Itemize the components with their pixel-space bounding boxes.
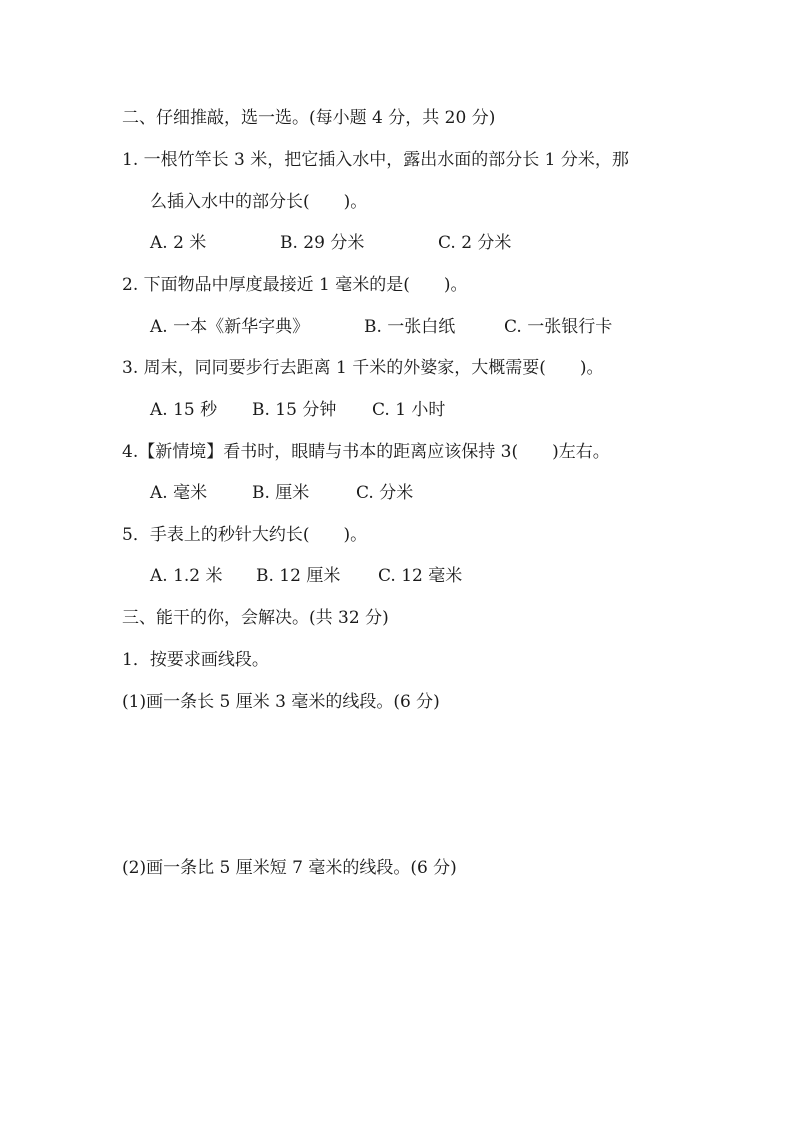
question-1-option-b[interactable]: B. 29 分米 [280, 233, 365, 253]
question-2-option-b[interactable]: B. 一张白纸 [364, 317, 456, 337]
question-2-option-a[interactable]: A. 一本《新华字典》 [150, 317, 310, 337]
question-2-line-1: 2. 下面物品中厚度最接近 1 毫米的是( )。 [122, 275, 468, 295]
section-3-question-1-part-2: (2)画一条比 5 厘米短 7 毫米的线段。(6 分) [122, 858, 457, 878]
question-3-option-c[interactable]: C. 1 小时 [372, 400, 446, 420]
question-4-option-a[interactable]: A. 毫米 [150, 483, 208, 503]
question-5-option-b[interactable]: B. 12 厘米 [256, 566, 341, 586]
question-3-option-a[interactable]: A. 15 秒 [150, 400, 218, 420]
question-1-line-2: 么插入水中的部分长( )。 [150, 192, 368, 212]
question-4-option-c[interactable]: C. 分米 [356, 483, 414, 503]
question-1-line-1: 1. 一根竹竿长 3 米，把它插入水中，露出水面的部分长 1 分米，那 [122, 150, 629, 170]
section-3-heading: 三、能干的你，会解决。(共 32 分) [122, 608, 389, 628]
drawing-area-1[interactable] [122, 722, 682, 842]
question-3-line-1: 3. 周末，同同要步行去距离 1 千米的外婆家，大概需要( )。 [122, 358, 604, 378]
drawing-area-2[interactable] [122, 890, 682, 1050]
section-3-question-1-part-1: (1)画一条长 5 厘米 3 毫米的线段。(6 分) [122, 692, 440, 712]
question-4-option-b[interactable]: B. 厘米 [252, 483, 310, 503]
question-5-line-1: 5．手表上的秒针大约长( )。 [122, 525, 368, 545]
section-2-heading: 二、仔细推敲，选一选。(每小题 4 分，共 20 分) [122, 108, 496, 128]
section-3-question-1-title: 1．按要求画线段。 [122, 650, 269, 670]
question-5-option-c[interactable]: C. 12 毫米 [378, 566, 463, 586]
question-2-option-c[interactable]: C. 一张银行卡 [504, 317, 613, 337]
question-5-option-a[interactable]: A. 1.2 米 [150, 566, 223, 586]
question-4-line-1: 4.【新情境】看书时，眼睛与书本的距离应该保持 3( )左右。 [122, 442, 610, 462]
question-1-option-a[interactable]: A. 2 米 [150, 233, 207, 253]
question-3-option-b[interactable]: B. 15 分钟 [252, 400, 337, 420]
question-1-option-c[interactable]: C. 2 分米 [438, 233, 512, 253]
